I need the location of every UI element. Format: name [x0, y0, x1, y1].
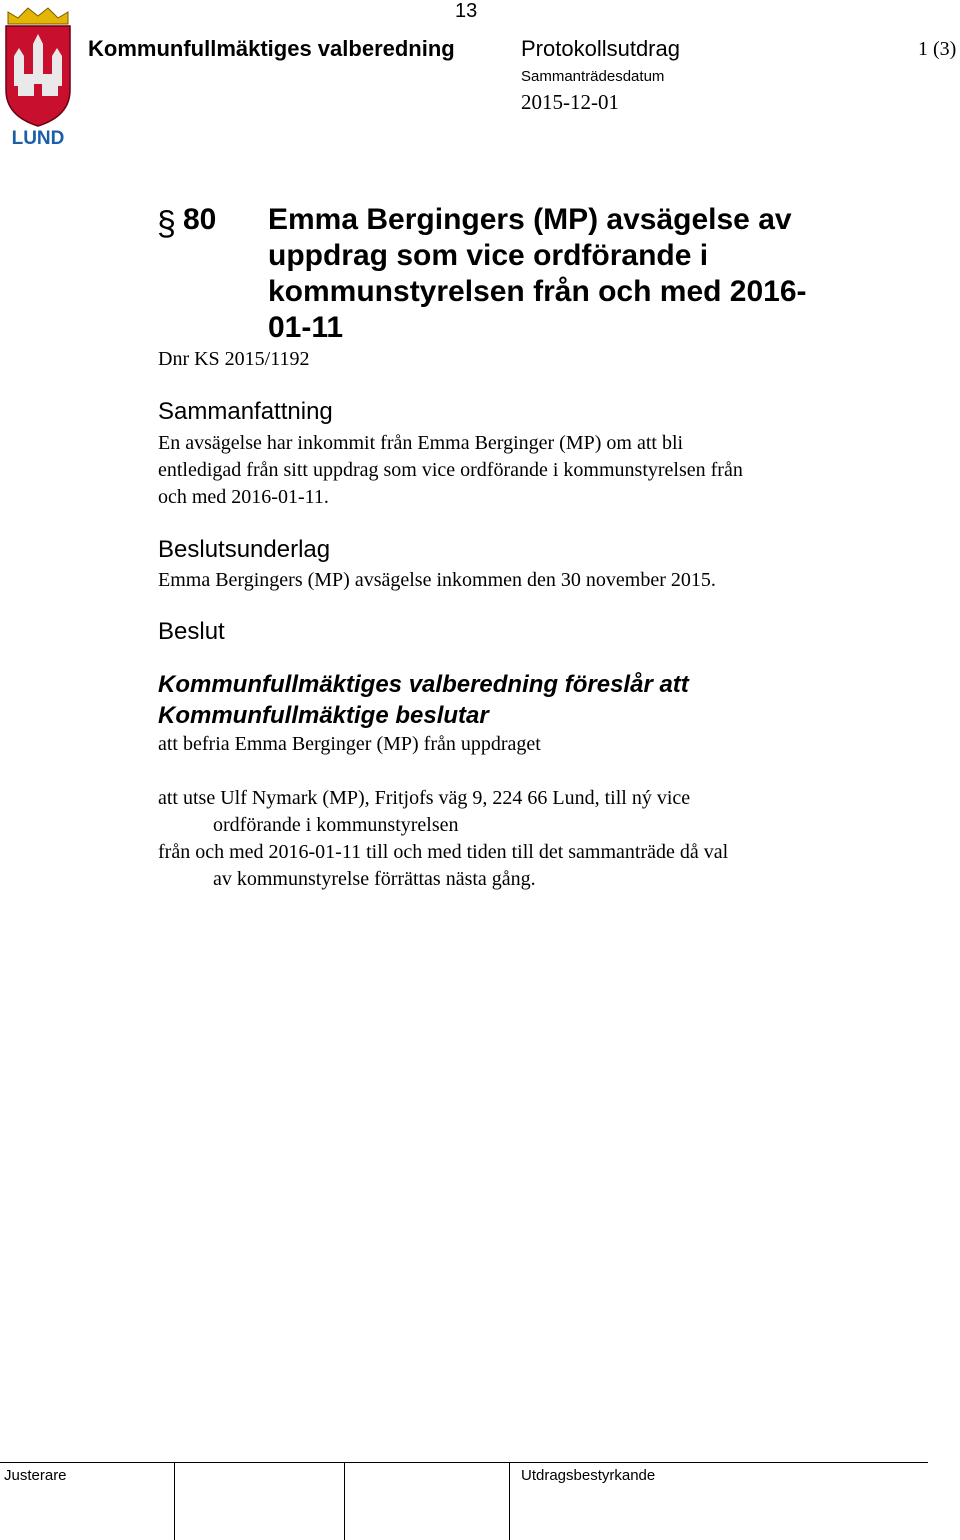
organization-name: Kommunfullmäktiges valberedning	[88, 36, 455, 61]
section-sign: §	[157, 205, 176, 243]
page-number: 13	[455, 0, 478, 22]
footer-utdrag-label: Utdragsbestyrkande	[521, 1467, 656, 1484]
document-type: Protokollsutdrag	[521, 36, 680, 61]
proposal-line: Kommunfullmäktige beslutar	[158, 702, 489, 729]
basis-text: Emma Bergingers (MP) avsägelse inkommen den 30 november 2015.	[158, 569, 716, 591]
decision-att-1: att befria Emma Berginger (MP) från uppdraget	[158, 733, 541, 755]
decision-att-2-continued: ordförande i kommunstyrelsen	[213, 814, 459, 836]
logo-text: LUND	[11, 128, 65, 146]
section-title-line: kommunstyrelsen från och med 2016-	[268, 275, 807, 308]
meeting-date-label: Sammanträdesdatum	[521, 68, 665, 85]
section-title-line: uppdrag som vice ordförande i	[268, 239, 709, 272]
lund-coat-of-arms-logo	[0, 4, 76, 146]
proposal-line: Kommunfullmäktiges valberedning föreslår att	[158, 671, 689, 698]
summary-line: entledigad från sitt uppdrag som vice ordförande i kommunstyrelsen från	[158, 459, 743, 481]
meeting-date: 2015-12-01	[521, 90, 619, 114]
summary-line: En avsägelse har inkommit från Emma Berginger (MP) om att bli	[158, 432, 684, 454]
footer-divider	[344, 1462, 345, 1540]
footer-rule	[0, 1462, 928, 1463]
decision-att-3-continued: av kommunstyrelse förrättas nästa gång.	[213, 868, 536, 890]
footer-justerare-label: Justerare	[4, 1467, 67, 1484]
section-title-line: Emma Bergingers (MP) avsägelse av	[268, 203, 792, 236]
basis-heading: Beslutsunderlag	[158, 536, 331, 563]
footer-divider	[174, 1462, 175, 1540]
case-number: Dnr KS 2015/1192	[158, 348, 310, 370]
decision-att-2: att utse Ulf Nymark (MP), Fritjofs väg 9, 224 66 Lund, till ný vice	[158, 787, 691, 809]
summary-line: och med 2016-01-11.	[158, 486, 329, 508]
footer-divider	[509, 1462, 510, 1540]
crown-icon	[8, 8, 68, 24]
page-count: 1 (3)	[918, 38, 957, 60]
section-number: 80	[183, 203, 217, 236]
decision-heading: Beslut	[158, 618, 225, 645]
summary-heading: Sammanfattning	[158, 398, 333, 425]
decision-att-3: från och med 2016-01-11 till och med tiden till det sammanträde då val	[158, 841, 729, 863]
section-title-line: 01-11	[268, 311, 344, 344]
